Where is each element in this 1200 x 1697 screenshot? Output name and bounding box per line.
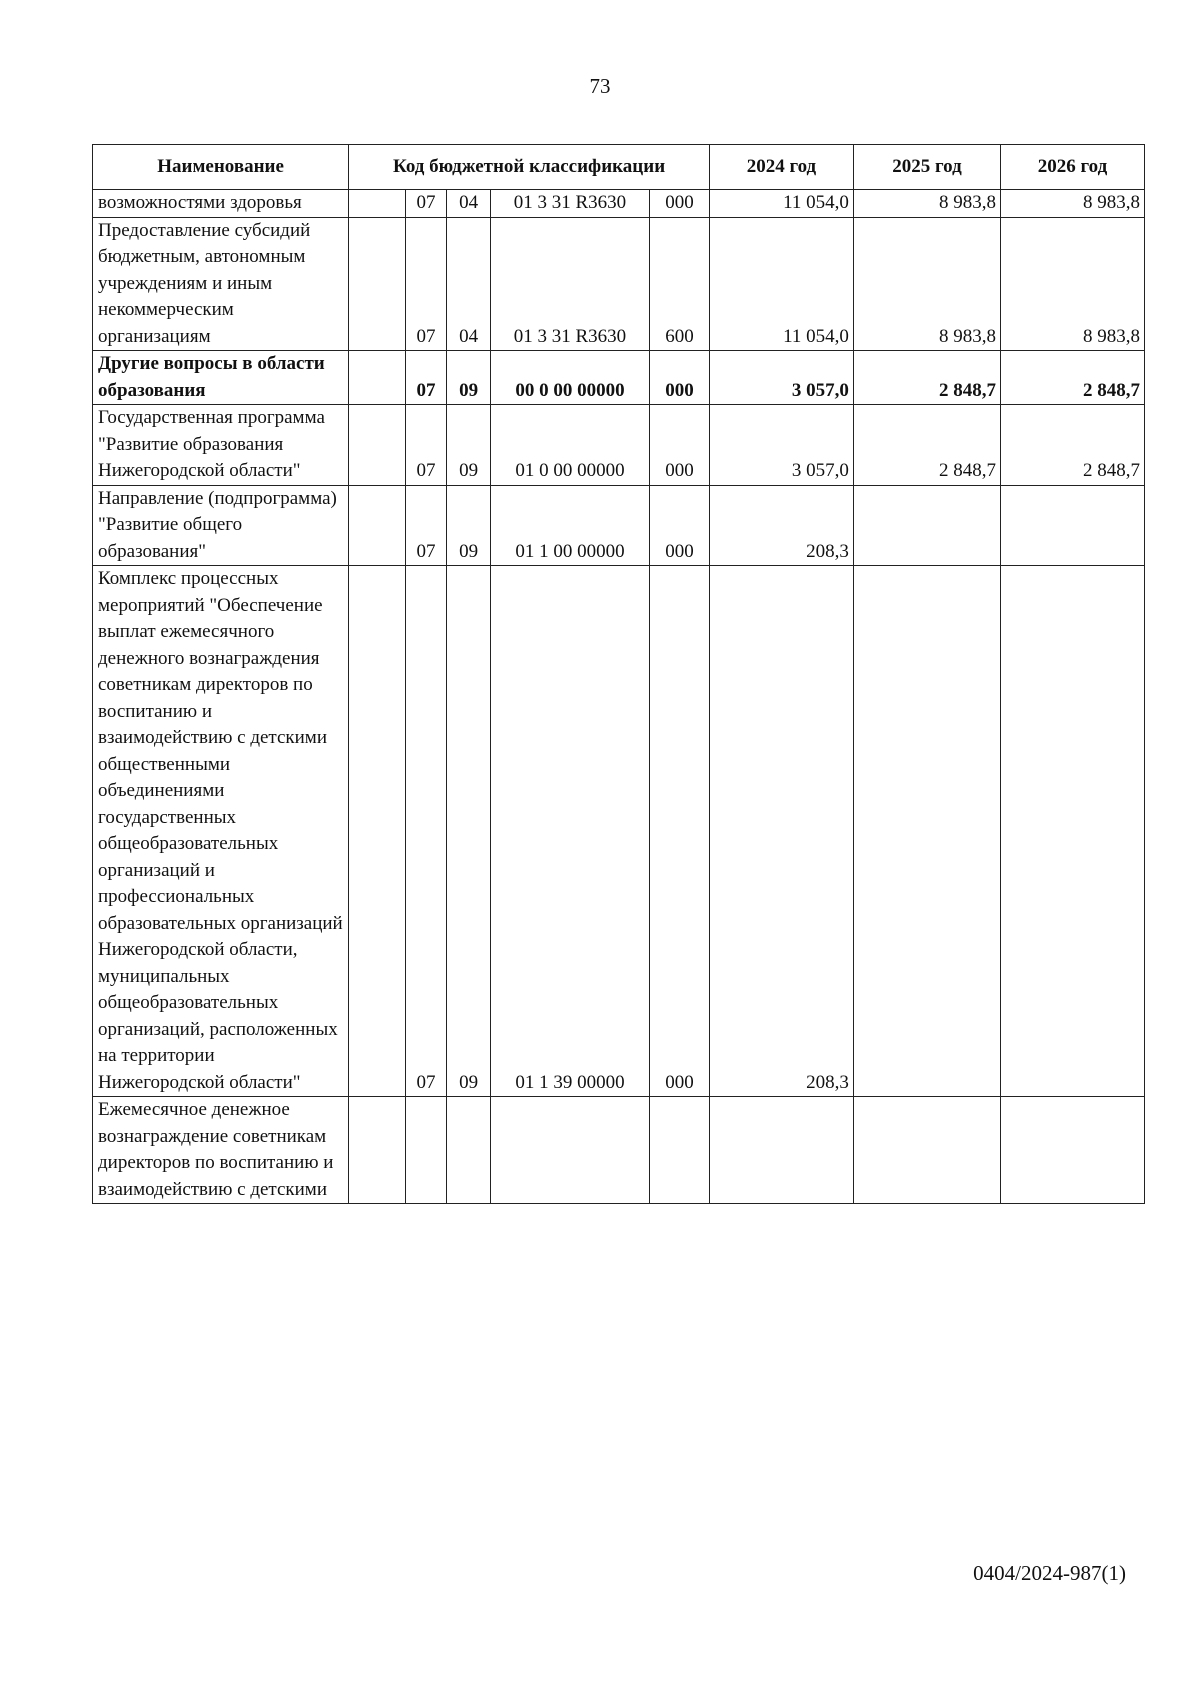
cell-target-article: 01 0 00 00000 bbox=[490, 405, 649, 486]
header-2026: 2026 год bbox=[1001, 145, 1145, 190]
header-code: Код бюджетной классификации bbox=[349, 145, 710, 190]
cell-2024: 11 054,0 bbox=[710, 190, 854, 218]
cell-code-blank bbox=[349, 351, 406, 405]
cell-expense-type: 000 bbox=[650, 351, 710, 405]
table-row bbox=[93, 190, 1145, 218]
table-row bbox=[93, 485, 1145, 566]
cell-name: Другие вопросы в области образования bbox=[93, 351, 349, 405]
cell-code-blank bbox=[349, 1097, 406, 1204]
cell-section: 07 bbox=[405, 190, 446, 218]
budget-table bbox=[92, 144, 1145, 1204]
header-name: Наименование bbox=[93, 145, 349, 190]
table-row bbox=[93, 217, 1145, 351]
cell-section: 07 bbox=[405, 405, 446, 486]
cell-2025 bbox=[853, 485, 1000, 566]
cell-expense-type: 000 bbox=[650, 485, 710, 566]
cell-target-article: 01 3 31 R3630 bbox=[490, 190, 649, 218]
cell-name: возможностями здоровья bbox=[93, 190, 349, 218]
cell-2026: 8 983,8 bbox=[1001, 217, 1145, 351]
cell-expense-type: 000 bbox=[650, 566, 710, 1097]
cell-subsection: 09 bbox=[447, 566, 491, 1097]
table-row bbox=[93, 566, 1145, 1097]
cell-subsection: 09 bbox=[447, 351, 491, 405]
cell-name: Ежемесячное денежное вознаграждение советникам директоров по воспитанию и взаимодействию с детскими bbox=[93, 1097, 349, 1204]
cell-2026: 8 983,8 bbox=[1001, 190, 1145, 218]
cell-2026 bbox=[1001, 1097, 1145, 1204]
table-row bbox=[93, 405, 1145, 486]
cell-subsection: 09 bbox=[447, 485, 491, 566]
cell-expense-type bbox=[650, 1097, 710, 1204]
cell-2026 bbox=[1001, 566, 1145, 1097]
cell-subsection: 04 bbox=[447, 217, 491, 351]
cell-target-article: 00 0 00 00000 bbox=[490, 351, 649, 405]
cell-target-article bbox=[490, 1097, 649, 1204]
cell-expense-type: 000 bbox=[650, 190, 710, 218]
header-row bbox=[93, 145, 1145, 190]
cell-subsection: 04 bbox=[447, 190, 491, 218]
cell-2024: 3 057,0 bbox=[710, 351, 854, 405]
table-row bbox=[93, 351, 1145, 405]
cell-2024: 11 054,0 bbox=[710, 217, 854, 351]
header-2024: 2024 год bbox=[710, 145, 854, 190]
table-row bbox=[93, 1097, 1145, 1204]
cell-2026: 2 848,7 bbox=[1001, 351, 1145, 405]
cell-subsection: 09 bbox=[447, 405, 491, 486]
cell-section: 07 bbox=[405, 217, 446, 351]
cell-target-article: 01 1 39 00000 bbox=[490, 566, 649, 1097]
cell-2025: 2 848,7 bbox=[853, 405, 1000, 486]
cell-2024: 208,3 bbox=[710, 485, 854, 566]
cell-target-article: 01 1 00 00000 bbox=[490, 485, 649, 566]
cell-2025: 8 983,8 bbox=[853, 190, 1000, 218]
cell-2025 bbox=[853, 566, 1000, 1097]
cell-section bbox=[405, 1097, 446, 1204]
cell-code-blank bbox=[349, 485, 406, 566]
cell-2026 bbox=[1001, 485, 1145, 566]
cell-code-blank bbox=[349, 217, 406, 351]
cell-code-blank bbox=[349, 405, 406, 486]
cell-name: Направление (подпрограмма) "Развитие общего образования" bbox=[93, 485, 349, 566]
cell-2024: 3 057,0 bbox=[710, 405, 854, 486]
table-body bbox=[93, 190, 1145, 1204]
cell-code-blank bbox=[349, 566, 406, 1097]
cell-2025: 2 848,7 bbox=[853, 351, 1000, 405]
cell-2026: 2 848,7 bbox=[1001, 405, 1145, 486]
cell-target-article: 01 3 31 R3630 bbox=[490, 217, 649, 351]
document-code: 0404/2024-987(1) bbox=[973, 1561, 1126, 1585]
page-number: 73 bbox=[589, 74, 611, 98]
cell-2024: 208,3 bbox=[710, 566, 854, 1097]
cell-expense-type: 000 bbox=[650, 405, 710, 486]
cell-name: Государственная программа "Развитие образования Нижегородской области" bbox=[93, 405, 349, 486]
cell-name: Комплекс процессных мероприятий "Обеспечение выплат ежемесячного денежного вознаграждения советникам директоров по воспитанию и взаимодействию с детскими общественными объединениями государственных общеобразовательных организаций и профессиональных образовательных организаций Нижегородской области, муниципальных общеобразовательных организаций, расположенных на территории Нижегородской области" bbox=[93, 566, 349, 1097]
cell-2025: 8 983,8 bbox=[853, 217, 1000, 351]
cell-name: Предоставление субсидий бюджетным, автономным учреждениям и иным некоммерческим организациям bbox=[93, 217, 349, 351]
header-2025: 2025 год bbox=[853, 145, 1000, 190]
cell-subsection bbox=[447, 1097, 491, 1204]
cell-2024 bbox=[710, 1097, 854, 1204]
cell-code-blank bbox=[349, 190, 406, 218]
cell-section: 07 bbox=[405, 485, 446, 566]
cell-2025 bbox=[853, 1097, 1000, 1204]
cell-section: 07 bbox=[405, 351, 446, 405]
cell-expense-type: 600 bbox=[650, 217, 710, 351]
cell-section: 07 bbox=[405, 566, 446, 1097]
